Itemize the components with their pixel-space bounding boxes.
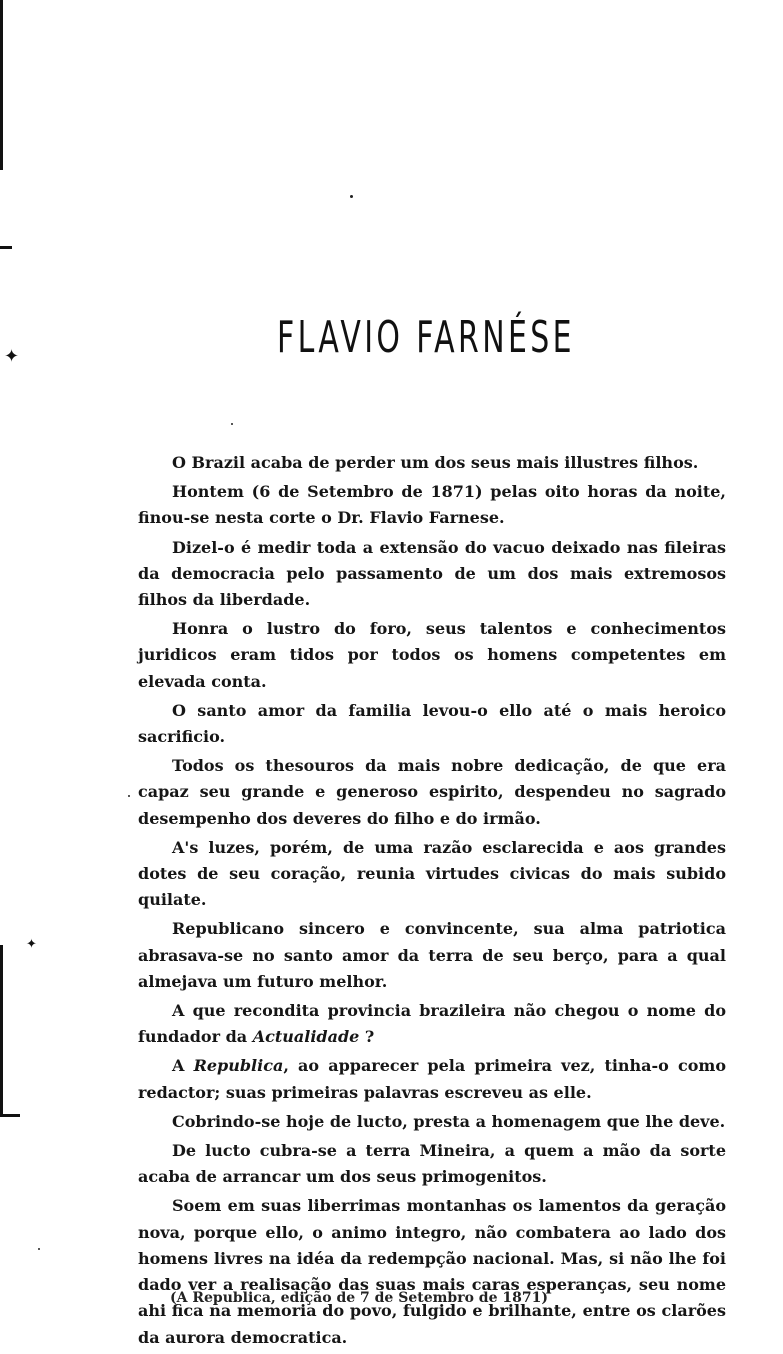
article-paragraph: Hontem (6 de Setembro de 1871) pelas oito horas da noite, finou-se nesta corte o Dr. Flavio Farnese. bbox=[138, 482, 726, 528]
newspaper-name: Republica bbox=[193, 1056, 284, 1076]
scan-edge-tick bbox=[0, 246, 12, 249]
article-paragraph: De lucto cubra-se a terra Mineira, a quem a mão da sorte acaba de arrancar um dos seus primogenitos. bbox=[138, 1141, 726, 1187]
scan-speck bbox=[38, 1248, 40, 1250]
source-footnote: (A Republica, edição de 7 de Setembro de 1871) bbox=[170, 1290, 548, 1306]
paragraph-text: A bbox=[172, 1056, 194, 1076]
scan-mark-icon: ✦ bbox=[4, 346, 20, 367]
scan-edge-tick bbox=[0, 1114, 20, 1117]
article-paragraph: Honra o lustro do foro, seus talentos e conhecimentos juridicos eram tidos por todos os homens competentes em elevada conta. bbox=[138, 619, 726, 691]
article-paragraph: A's luzes, porém, de uma razão esclarecida e aos grandes dotes de seu coração, reunia virtudes civicas do mais subido quilate. bbox=[138, 837, 726, 910]
article-paragraph: Dizel-o é medir toda a extensão do vacuo deixado nas fileiras da democracia pelo passamento de um dos mais extremosos filhos da liberdade. bbox=[138, 537, 726, 610]
article-paragraph: Soem em suas liberrimas montanhas os lamentos da geração nova, porque ello, o animo integro, não combatera ao lado dos homens livres na idéa da redempção nacional. Mas, si não lhe foi dado ver a realisação das suas mais caras esperanças, seu nome ahi fica na memoria do povo, fulgido e brilhante, entre os clarões da aurora democratica. bbox=[138, 1196, 726, 1347]
article-paragraph-republica bbox=[138, 1053, 726, 1105]
scan-speck bbox=[231, 423, 233, 425]
newspaper-name: Actualidade bbox=[252, 1027, 360, 1047]
article-paragraph: O santo amor da familia levou-o ello até o mais heroico sacrificio. bbox=[138, 700, 726, 747]
paragraph-text: ? bbox=[359, 1027, 375, 1047]
page-title: FLAVIO FARNÉSE bbox=[277, 312, 575, 363]
article-body bbox=[138, 450, 726, 1354]
article-paragraph-actualidade bbox=[138, 998, 726, 1050]
article-paragraph: Republicano sincero e convincente, sua alma patriotica abrasava-se no santo amor da terra de seu berço, para a qual almejava um futuro melhor. bbox=[138, 919, 726, 991]
article-paragraph: O Brazil acaba de perder um dos seus mais illustres filhos. bbox=[172, 453, 699, 472]
scan-mark-icon: ✦ bbox=[26, 937, 37, 952]
scan-edge-line bbox=[0, 0, 3, 170]
paragraph-text: A que recondita provincia brazileira não chegou o nome do fundador da bbox=[138, 1001, 726, 1047]
scan-speck bbox=[128, 795, 130, 797]
article-paragraph: Todos os thesouros da mais nobre dedicação, de que era capaz seu grande e generoso espirito, despendeu no sagrado desempenho dos deveres do filho e do irmão. bbox=[138, 756, 726, 828]
article-paragraph: Cobrindo-se hoje de lucto, presta a homenagem que lhe deve. bbox=[172, 1111, 726, 1131]
paragraph-text: , ao apparecer pela primeira vez, tinha-o como redactor; suas primeiras palavras escreveu as elle. bbox=[138, 1056, 727, 1102]
scan-speck bbox=[350, 195, 353, 198]
scan-edge-line bbox=[0, 945, 3, 1115]
